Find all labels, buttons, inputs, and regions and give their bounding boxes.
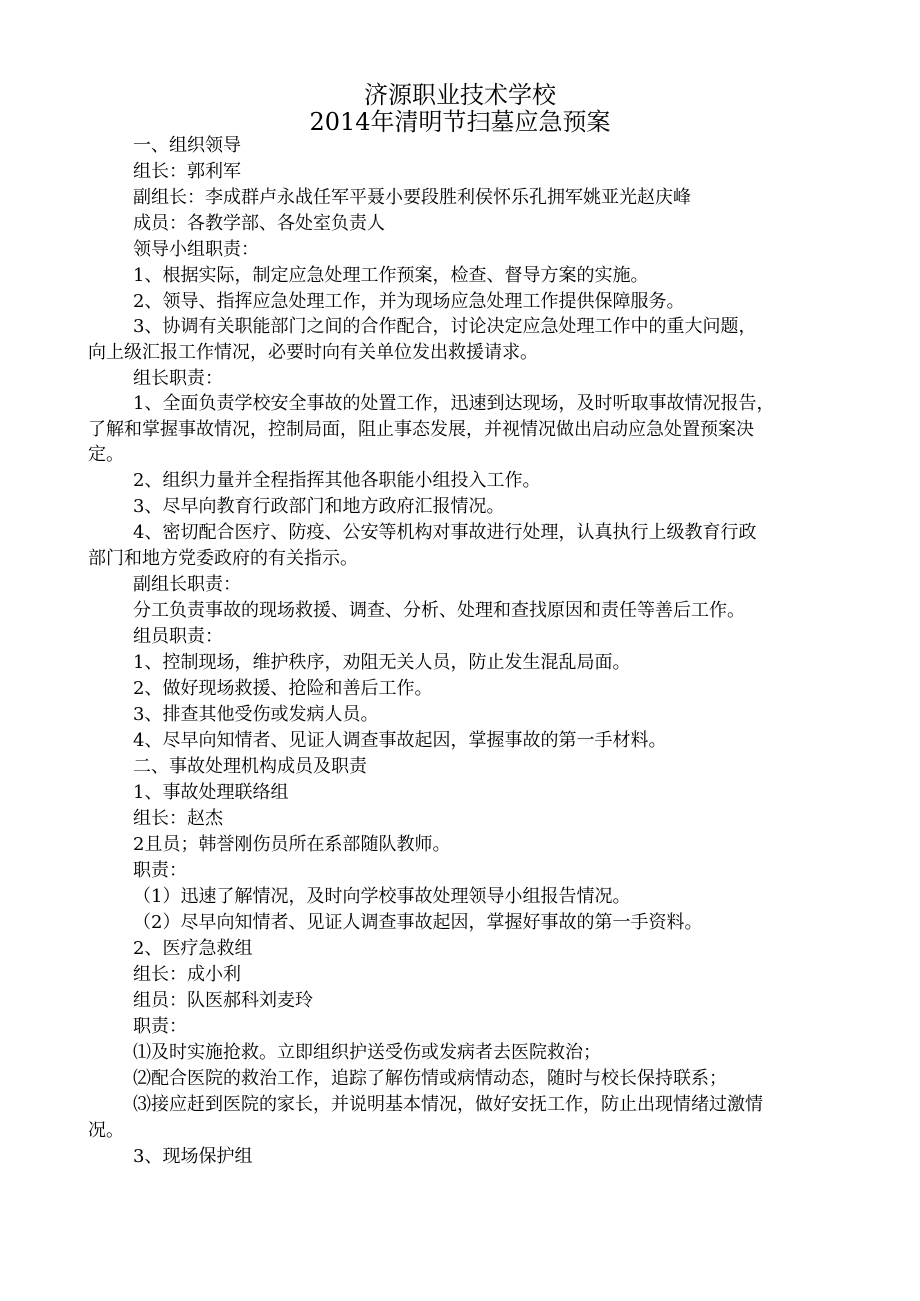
text-line: 领导小组职责： bbox=[133, 239, 259, 260]
text-line: 组长：赵杰 bbox=[133, 808, 223, 829]
text-line: 分工负责事故的现场救援、调查、分析、处理和查找原因和责任等善后工作。 bbox=[133, 600, 745, 621]
school-title: 济源职业技术学校 bbox=[364, 81, 556, 109]
text-line: 1、控制现场，维护秩序，劝阻无关人员，防止发生混乱局面。 bbox=[133, 652, 631, 673]
text-line: 部门和地方党委政府的有关指示。 bbox=[88, 548, 358, 569]
text-line: 定。 bbox=[88, 444, 124, 465]
text-line: 副组长职责： bbox=[133, 574, 241, 595]
text-line: 成员：各教学部、各处室负责人 bbox=[133, 213, 385, 234]
text-line: 1、事故处理联络组 bbox=[133, 782, 289, 803]
text-line: 1、全面负责学校安全事故的处置工作，迅速到达现场，及时听取事故情况报告， bbox=[133, 393, 775, 414]
section-heading: 二、事故处理机构成员及职责 bbox=[133, 756, 367, 777]
text-line: ⑵配合医院的救治工作，追踪了解伤情或病情动态，随时与校长保持联系； bbox=[133, 1068, 727, 1089]
section-heading: 一、组织领导 bbox=[133, 135, 241, 156]
text-line: ⑶接应赶到医院的家长，并说明基本情况，做好安抚工作，防止出现情绪过激情 bbox=[133, 1094, 763, 1115]
text-line: 3、现场保护组 bbox=[133, 1146, 253, 1167]
text-line: 了解和掌握事故情况，控制局面，阻止事态发展，并视情况做出启动应急处置预案决 bbox=[88, 419, 754, 440]
text-line: 职责： bbox=[133, 1016, 187, 1037]
text-line: 2、领导、指挥应急处理工作，并为现场应急处理工作提供保障服务。 bbox=[133, 291, 685, 312]
text-line: 1、根据实际，制定应急处理工作预案，检查、督导方案的实施。 bbox=[133, 265, 649, 286]
plan-title: 2014年清明节扫墓应急预案 bbox=[309, 108, 611, 136]
text-line: 3、协调有关职能部门之间的合作配合，讨论决定应急处理工作中的重大问题， bbox=[133, 316, 757, 337]
text-line: 2、医疗急救组 bbox=[133, 938, 253, 959]
text-line: 组员职责： bbox=[133, 626, 223, 647]
text-line: 2、组织力量并全程指挥其他各职能小组投入工作。 bbox=[133, 470, 541, 491]
text-line: 副组长：李成群卢永战任军平聂小要段胜利侯怀乐孔拥军姚亚光赵庆峰 bbox=[133, 187, 691, 208]
text-line: 况。 bbox=[88, 1120, 124, 1141]
text-line: 组长：成小利 bbox=[133, 964, 241, 985]
text-line: 组长：郭利军 bbox=[133, 161, 241, 182]
text-line: 向上级汇报工作情况，必要时向有关单位发出救援请求。 bbox=[88, 342, 538, 363]
text-line: 职责： bbox=[133, 860, 187, 881]
text-line: （1）迅速了解情况，及时向学校事故处理领导小组报告情况。 bbox=[133, 886, 631, 907]
text-line: 4、尽早向知情者、见证人调查事故起因，掌握事故的第一手材料。 bbox=[133, 730, 667, 751]
text-line: 3、排查其他受伤或发病人员。 bbox=[133, 704, 379, 725]
text-line: 3、尽早向教育行政部门和地方政府汇报情况。 bbox=[133, 496, 505, 517]
text-line: 组员：队医郝科刘麦玲 bbox=[133, 990, 313, 1011]
text-line: 4、密切配合医疗、防疫、公安等机构对事故进行处理，认真执行上级教育行政 bbox=[133, 522, 757, 543]
text-line: （2）尽早向知情者、见证人调查事故起因，掌握好事故的第一手资料。 bbox=[133, 912, 703, 933]
text-line: ⑴及时实施抢救。立即组织护送受伤或发病者去医院救治； bbox=[133, 1042, 601, 1063]
text-line: 2、做好现场救援、抢险和善后工作。 bbox=[133, 678, 433, 699]
text-line: 2且员；韩誉刚伤员所在系部随队教师。 bbox=[133, 834, 451, 855]
text-line: 组长职责： bbox=[133, 368, 223, 389]
